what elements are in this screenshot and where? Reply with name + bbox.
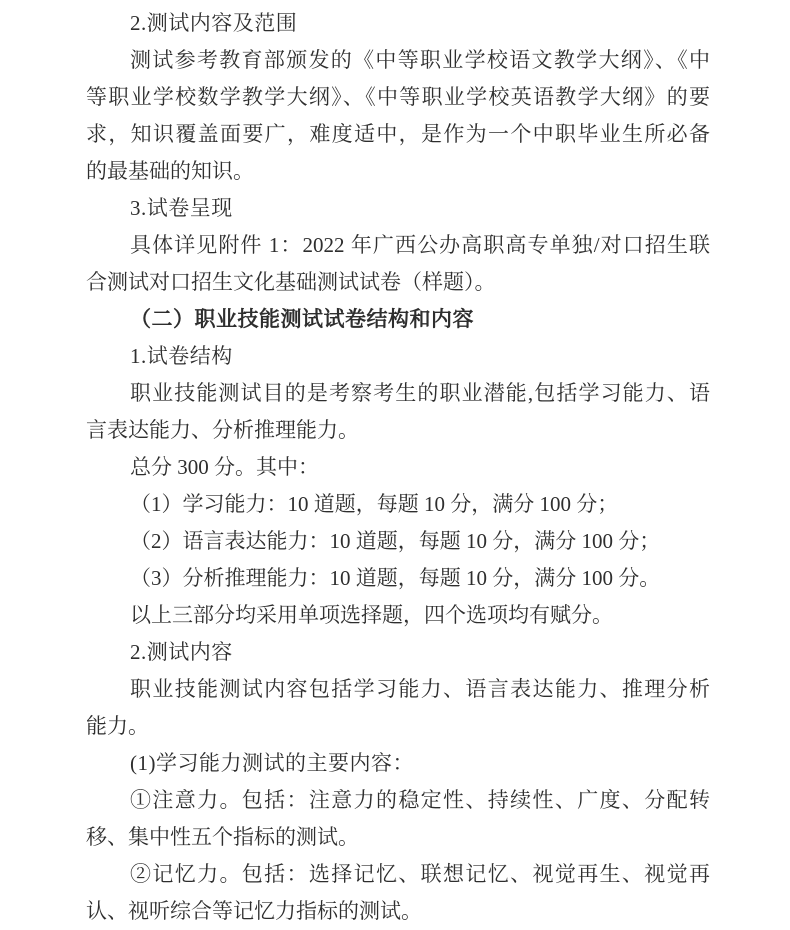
paragraph-line: 总分 300 分。其中： (130, 455, 319, 479)
paragraph-line: 言表达能力、分析推理能力。 (86, 418, 359, 442)
list-item-attention: ①注意力。包括：注意力的稳定性、持续性、广度、分配转 (130, 788, 710, 812)
section-heading-vocational-test: （二）职业技能测试试卷结构和内容 (130, 307, 474, 331)
subheading-test-content: 2.测试内容 (130, 640, 233, 664)
paragraph-line: 移、集中性五个指标的测试。 (86, 825, 359, 849)
paragraph-line: 职业技能测试目的是考察考生的职业潜能,包括学习能力、语 (130, 381, 710, 405)
document-body (86, 5, 710, 930)
paragraph-line: 能力。 (86, 714, 149, 738)
paragraph-line: 测试参考教育部颁发的《中等职业学校语文教学大纲》、《中 (130, 48, 710, 72)
subheading-learning-ability: (1)学习能力测试的主要内容： (130, 751, 414, 775)
score-item-1: （1）学习能力：10 道题，每题 10 分，满分 100 分； (130, 492, 619, 516)
paragraph-line: 合测试对口招生文化基础测试试卷（样题）。 (86, 270, 496, 294)
paragraph-line: 认、视听综合等记忆力指标的测试。 (86, 899, 422, 923)
subheading-test-content-scope: 2.测试内容及范围 (130, 11, 298, 35)
paragraph-line: 求，知识覆盖面要广，难度适中，是作为一个中职毕业生所必备 (86, 122, 710, 146)
paragraph-line: 以上三部分均采用单项选择题，四个选项均有赋分。 (130, 603, 613, 627)
score-item-2: （2）语言表达能力：10 道题，每题 10 分，满分 100 分； (130, 529, 661, 553)
paragraph-line: 的最基础的知识。 (86, 159, 254, 183)
paragraph-line: 职业技能测试内容包括学习能力、语言表达能力、推理分析 (130, 677, 710, 701)
paragraph-line: 等职业学校数学教学大纲》、《中等职业学校英语教学大纲》的要 (86, 85, 710, 109)
subheading-paper-presentation: 3.试卷呈现 (130, 196, 233, 220)
subheading-paper-structure: 1.试卷结构 (130, 344, 233, 368)
paragraph-line: 具体详见附件 1：2022 年广西公办高职高专单独/对口招生联 (130, 233, 710, 257)
score-item-3: （3）分析推理能力：10 道题，每题 10 分，满分 100 分。 (130, 566, 661, 590)
list-item-memory: ②记忆力。包括：选择记忆、联想记忆、视觉再生、视觉再 (130, 862, 710, 886)
